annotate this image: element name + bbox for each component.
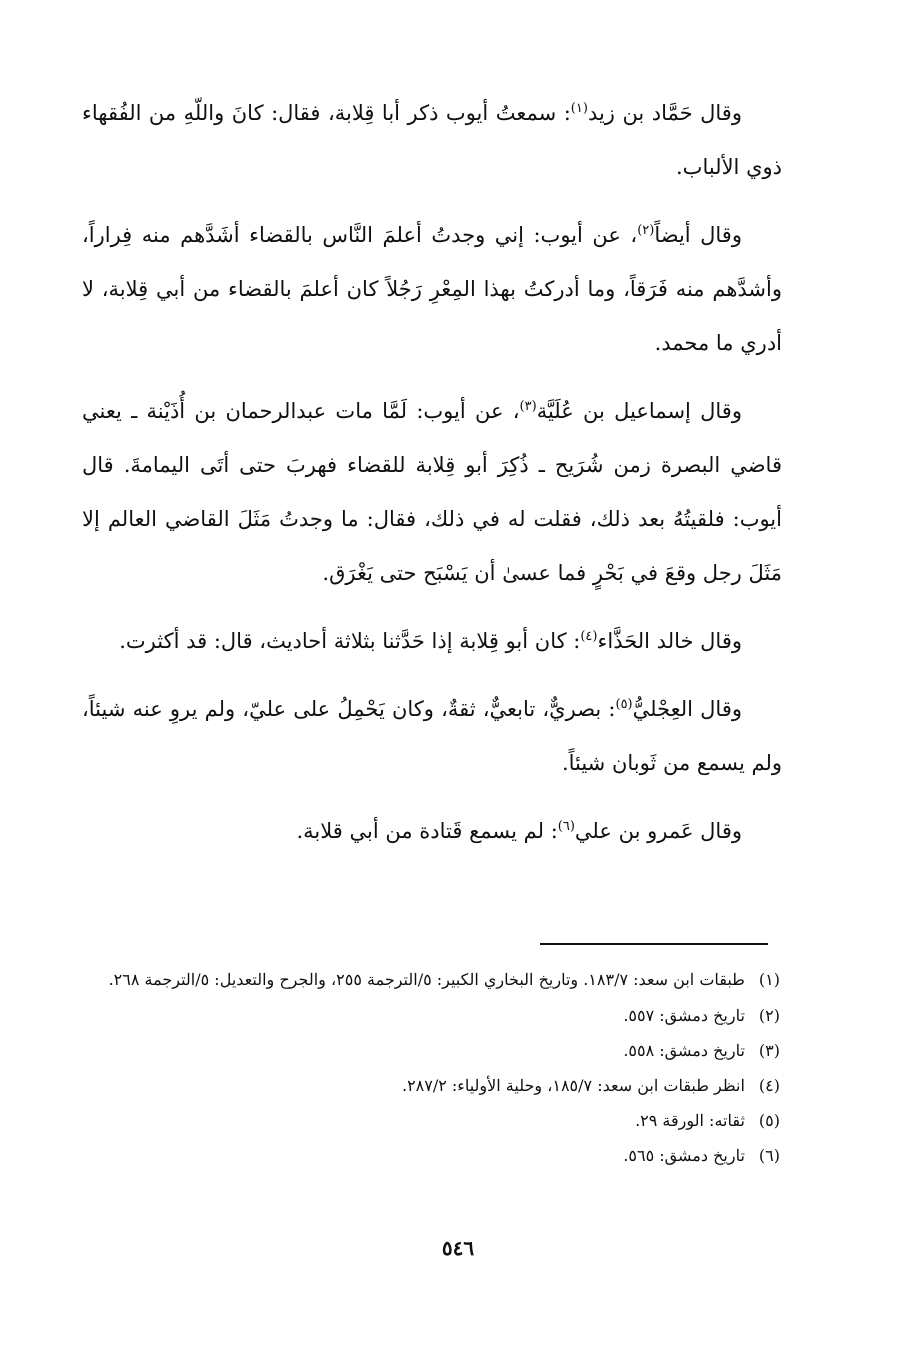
- paragraph-khalid: وقال خالد الحَذَّاء$^{(٤)}$: كان أبو قِلابة إذا حَدَّثنا بثلاثة أحاديث، قال: قد أكثرت.: [119, 629, 742, 653]
- footnote-ref: (٢): [637, 223, 655, 238]
- footnote-item: (٤) انظر طبقات ابن سعد: ١٨٥/٧، وحلية الأولياء: ٢٨٧/٢.: [70, 1068, 782, 1103]
- footnote-number: (٢): [758, 1006, 780, 1025]
- paragraph-amr: وقال عَمرو بن علي$^{(٦)}$: لم يسمع قَتادة من أبي قلابة.: [296, 819, 742, 843]
- footnote-number: (١): [758, 970, 780, 989]
- footnote-number: (٦): [758, 1146, 780, 1165]
- footnote-ref: (٥): [615, 697, 633, 712]
- footnote-number: (٥): [758, 1111, 780, 1130]
- footnote-ref: (٣): [519, 399, 537, 414]
- footnote-item: (٢) تاريخ دمشق: ٥٥٧.: [70, 998, 782, 1033]
- footnote-ref: (٤): [580, 629, 598, 644]
- paragraph-ijli: وقال العِجْليُّ$^{(٥)}$: بصريٌّ، تابعيٌّ، ثقةٌ، وكان يَحْمِلُ على عليّ، ولم يروِ عنه شيئاً، ولم يسمع من ثَوبان شيئاً.: [82, 697, 782, 775]
- paragraph-ismail: وقال إسماعيل بن عُلَيَّة$^{(٣)}$، عن أيوب: لَمَّا مات عبدالرحمان بن أُذَيْنة ـ يعني قاضي البصرة زمن شُرَيح ـ ذُكِرَ أبو قِلابة للقضاء فهربَ حتى أتَى اليمامةَ. قال أيوب: فلقيتُهُ بعد ذلك، فقلت له في ذلك، فقال: ما وجدتُ مَثَلَ القاضي العالم إلا مَثَلَ رجل وقعَ في بَحْرٍ فما عسىٰ أن يَسْبَح حتى يَغْرَق.: [82, 399, 782, 585]
- footnote-divider: [540, 943, 768, 945]
- footnote-item: (٥) ثقاته: الورقة ٢٩.: [70, 1103, 782, 1138]
- footnote-number: (٣): [758, 1041, 780, 1060]
- footnote-number: (٤): [758, 1076, 780, 1095]
- paragraph-hammad: وقال حَمَّاد بن زيد$^{(١)}$: سمعتُ أيوب ذكر أبا قِلابة، فقال: كانَ واللّهِ من الفُقهاء ذوي الألباب.: [82, 101, 782, 179]
- footnote-item: (١) طبقات ابن سعد: ١٨٣/٧. وتاريخ البخاري الكبير: ٥/الترجمة ٢٥٥، والجرح والتعديل: ٥/الترجمة ٢٦٨.: [70, 962, 782, 998]
- footnote-item: (٦) تاريخ دمشق: ٥٦٥.: [70, 1138, 782, 1173]
- paragraph-ayyub: وقال أيضاً$^{(٢)}$، عن أيوب: إني وجدتُ أعلمَ النَّاس بالقضاء أشَدَّهم منه فِراراً، وأشدَّهم منه فَرَقاً، وما أدركتُ بهذا المِعْرِ رَجُلاً كان أعلمَ بالقضاء من أبي قِلابة، لا أدري ما محمد.: [82, 223, 782, 355]
- footnote-ref: (٦): [557, 819, 575, 834]
- footnote-item: (٣) تاريخ دمشق: ٥٥٨.: [70, 1033, 782, 1068]
- footnote-ref: (١): [570, 101, 588, 116]
- main-text: [82, 86, 782, 872]
- page-number: ٥٤٦: [441, 1236, 475, 1260]
- footnotes: [70, 962, 782, 1173]
